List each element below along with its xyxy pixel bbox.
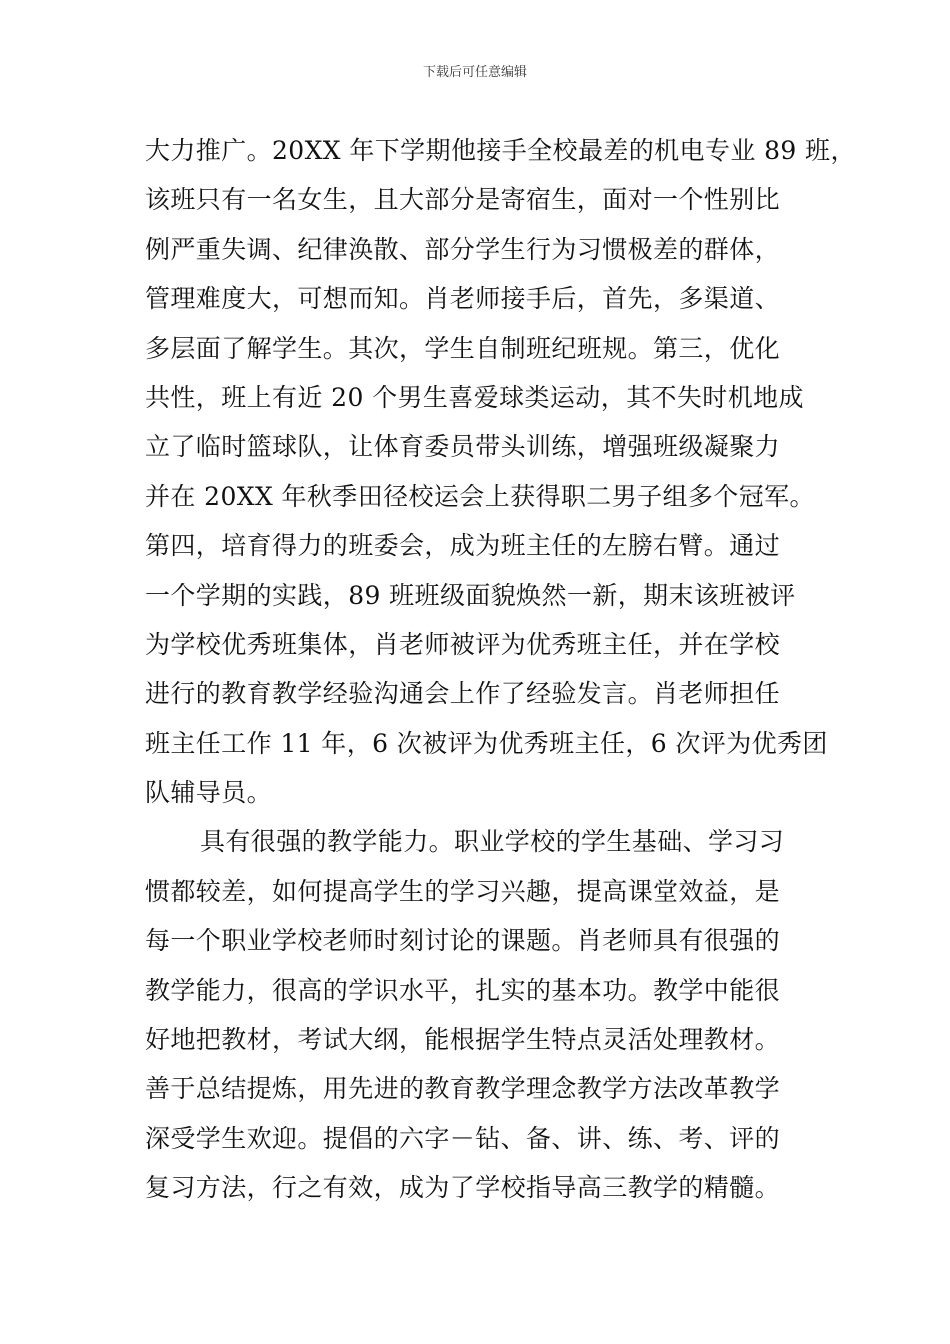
text-line: 第四，培育得力的班委会，成为班主任的左膀右臂。通过 [145, 531, 781, 561]
text-line: 例严重失调、纪律涣散、部分学生行为习惯极差的群体， [145, 234, 781, 264]
text-line: 多层面了解学生。其次，学生自制班纪班规。第三，优化 [145, 333, 781, 363]
text-line: 立了临时篮球队，让体育委员带头训练，增强班级凝聚力 [145, 432, 781, 462]
text-line: 深受学生欢迎。提倡的六字－钻、备、讲、练、考、评的 [145, 1123, 781, 1153]
text-line: 并在 20XX 年秋季田径校运会上获得职二男子组多个冠军。 [145, 481, 815, 511]
text-line: 班主任工作 11 年，6 次被评为优秀班主任，6 次评为优秀团 [145, 728, 828, 758]
text-line: 队辅导员。 [145, 778, 273, 808]
text-line: 管理难度大，可想而知。肖老师接手后，首先，多渠道、 [145, 284, 781, 314]
text-line: 共性，班上有近 20 个男生喜爱球类运动，其不失时机地成 [145, 382, 804, 412]
text-line: 进行的教育教学经验沟通会上作了经验发言。肖老师担任 [145, 679, 781, 709]
paragraph-first-line: 具有很强的教学能力。职业学校的学生基础、学习习 [200, 827, 785, 857]
text-line: 善于总结提炼，用先进的教育教学理念教学方法改革教学 [145, 1074, 781, 1104]
page-header: 下载后可任意编辑 [422, 65, 527, 80]
text-line: 好地把教材，考试大纲，能根据学生特点灵活处理教材。 [145, 1025, 781, 1055]
text-line: 一个学期的实践，89 班班级面貌焕然一新，期末该班被评 [145, 580, 796, 610]
text-line: 每一个职业学校老师时刻讨论的课题。肖老师具有很强的 [145, 926, 781, 956]
text-line: 为学校优秀班集体，肖老师被评为优秀班主任，并在学校 [145, 629, 781, 659]
text-line: 复习方法，行之有效，成为了学校指导高三教学的精髓。 [145, 1173, 781, 1203]
text-line: 该班只有一名女生，且大部分是寄宿生，面对一个性别比 [145, 185, 781, 215]
text-line: 教学能力，很高的学识水平，扎实的基本功。教学中能很 [145, 975, 781, 1005]
text-line: 惯都较差，如何提高学生的学习兴趣，提高课堂效益，是 [145, 876, 781, 906]
text-line: 大力推广。20XX 年下学期他接手全校最差的机电专业 89 班， [145, 136, 856, 165]
document-body [145, 126, 856, 1213]
